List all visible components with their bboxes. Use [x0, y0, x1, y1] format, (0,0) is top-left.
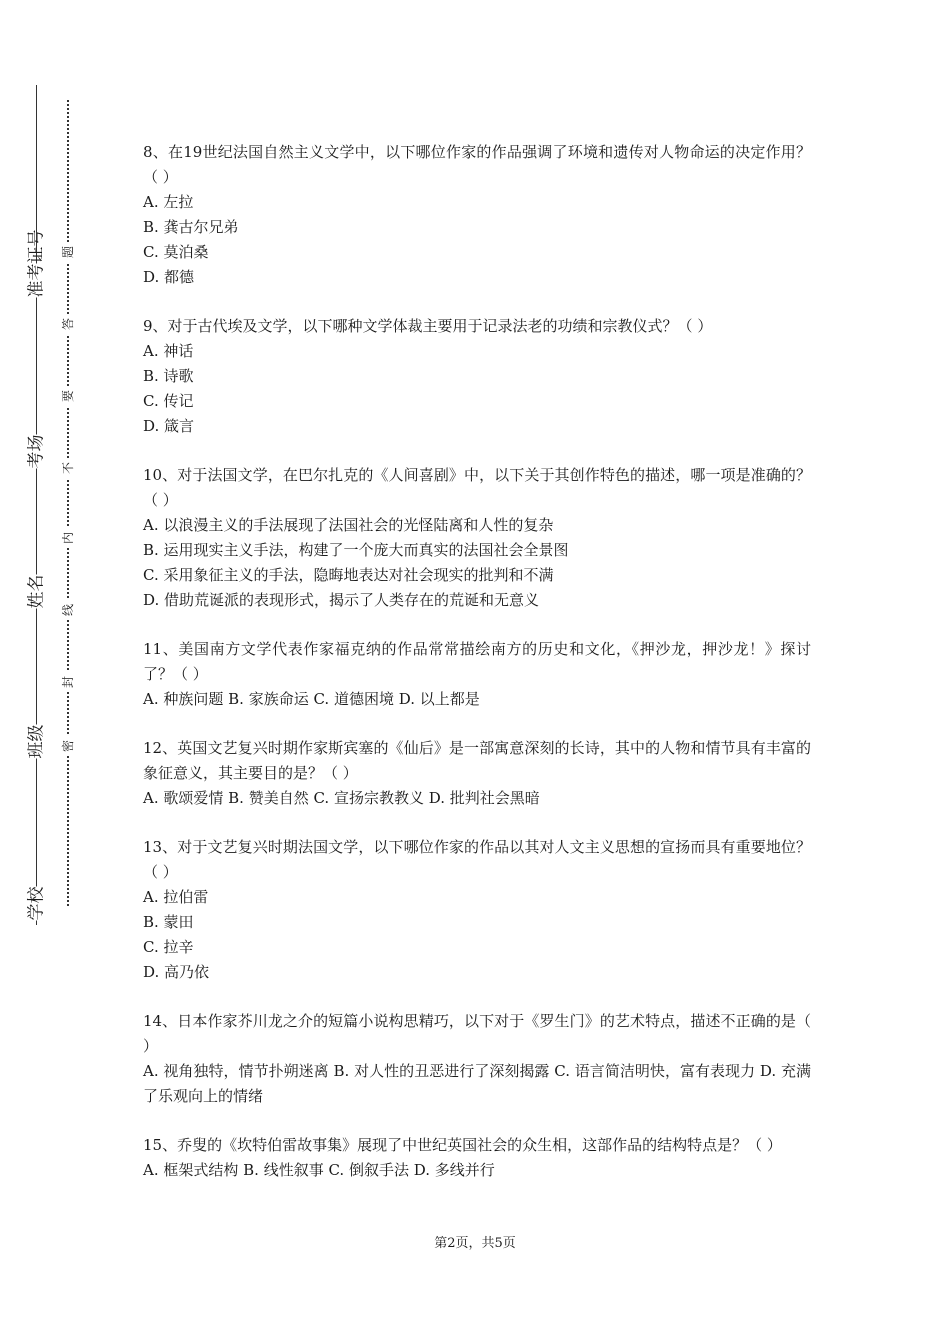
- option-c: C. 莫泊桑: [143, 243, 209, 261]
- field-label-school: 学校: [26, 886, 47, 921]
- option-d: D. 都德: [143, 268, 195, 286]
- options-inline: A. 种族问题 B. 家族命运 C. 道德困境 D. 以上都是: [143, 690, 480, 708]
- option-a: A. 拉伯雷: [143, 888, 209, 906]
- question-8: [143, 140, 811, 290]
- question-stem: 14、日本作家芥川龙之介的短篇小说构思精巧，以下对于《罗生门》的艺术特点，描述不正确的是（ ）: [143, 1012, 811, 1055]
- question-stem: 10、对于法国文学，在巴尔扎克的《人间喜剧》中，以下关于其创作特色的描述，哪一项是准确的？（ ）: [143, 466, 811, 509]
- question-10: [143, 463, 811, 613]
- field-label-admission-number: 准考证号: [26, 229, 47, 298]
- question-list: [143, 140, 811, 1207]
- option-c: C. 拉辛: [143, 938, 194, 956]
- option-b: B. 运用现实主义手法，构建了一个庞大而真实的法国社会全景图: [143, 541, 569, 559]
- seal-char: 不: [59, 458, 77, 478]
- question-stem: 13、对于文艺复兴时期法国文学，以下哪位作家的作品以其对人文主义思想的宣扬而具有重要地位？（ ）: [143, 838, 811, 881]
- question-13: [143, 835, 811, 985]
- option-d: D. 箴言: [143, 417, 195, 435]
- option-b: B. 诗歌: [143, 367, 194, 385]
- option-d: D. 借助荒诞派的表现形式，揭示了人类存在的荒诞和无意义: [143, 591, 540, 609]
- option-a: A. 以浪漫主义的手法展现了法国社会的光怪陆离和人性的复杂: [143, 516, 554, 534]
- seal-char: 要: [59, 386, 77, 406]
- question-stem: 9、对于古代埃及文学，以下哪种文学体裁主要用于记录法老的功绩和宗教仪式？（ ）: [143, 317, 713, 335]
- question-stem: 11、美国南方文学代表作家福克纳的作品常常描绘南方的历史和文化，《押沙龙，押沙龙！》探讨了？（ ）: [143, 640, 811, 683]
- options-inline: A. 框架式结构 B. 线性叙事 C. 倒叙手法 D. 多线并行: [143, 1161, 495, 1179]
- question-stem: 15、乔叟的《坎特伯雷故事集》展现了中世纪英国社会的众生相，这部作品的结构特点是？（ ）: [143, 1136, 782, 1154]
- options-inline: A. 视角独特，情节扑朔迷离 B. 对人性的丑恶进行了深刻揭露 C. 语言简洁明快，富有表现力 D. 充满了乐观向上的情绪: [143, 1062, 811, 1105]
- option-b: B. 蒙田: [143, 913, 194, 931]
- seal-char: 密: [59, 736, 77, 756]
- seal-char: 内: [59, 528, 77, 548]
- question-stem: 8、在19世纪法国自然主义文学中，以下哪位作家的作品强调了环境和遗传对人物命运的决定作用？（ ）: [143, 143, 811, 186]
- question-stem: 12、英国文艺复兴时期作家斯宾塞的《仙后》是一部寓意深刻的长诗，其中的人物和情节具有丰富的象征意义，其主要目的是？（ ）: [143, 739, 811, 782]
- option-c: C. 采用象征主义的手法，隐晦地表达对社会现实的批判和不满: [143, 566, 554, 584]
- option-c: C. 传记: [143, 392, 194, 410]
- question-9: [143, 314, 811, 439]
- field-label-class: 班级: [26, 724, 47, 759]
- option-d: D. 高乃依: [143, 963, 210, 981]
- option-a: A. 左拉: [143, 193, 194, 211]
- options-inline: A. 歌颂爱情 B. 赞美自然 C. 宣扬宗教教义 D. 批判社会黑暗: [143, 789, 540, 807]
- binding-margin: [0, 0, 90, 1344]
- question-14: [143, 1009, 811, 1109]
- page-footer: 第2页，共5页: [434, 1236, 516, 1251]
- option-a: A. 神话: [143, 342, 194, 360]
- option-b: B. 龚古尔兄弟: [143, 218, 239, 236]
- field-label-exam-room: 考场: [26, 434, 47, 469]
- question-15: [143, 1133, 811, 1183]
- seal-dotted-line: [67, 100, 69, 906]
- binding-solid-line: [36, 85, 37, 925]
- seal-char: 线: [59, 600, 77, 620]
- seal-char: 题: [59, 242, 77, 262]
- field-label-name: 姓名: [26, 574, 47, 609]
- question-11: [143, 637, 811, 712]
- seal-char: 封: [59, 672, 77, 692]
- question-12: [143, 736, 811, 811]
- seal-char: 答: [59, 314, 77, 334]
